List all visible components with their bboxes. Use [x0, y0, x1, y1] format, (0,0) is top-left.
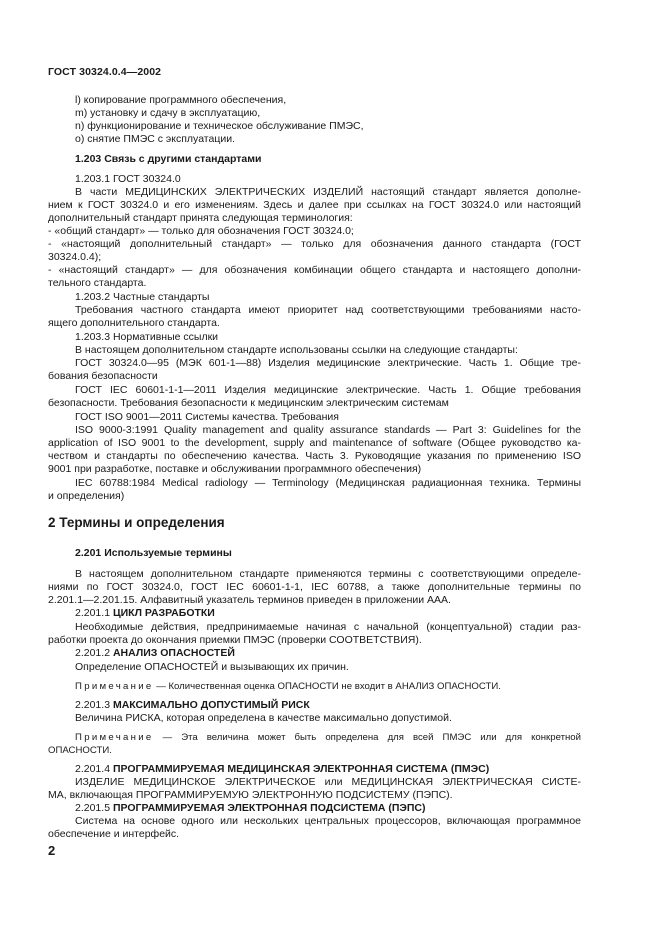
term-heading [75, 802, 425, 815]
term-title: ПРОГРАММИРУЕМАЯ ЭЛЕКТРОННАЯ ПОДСИСТЕМА (ПЭПС) [112, 802, 426, 814]
reference-line: ГОСТ ISO 9001—2011 Системы качества. Требования [75, 411, 339, 423]
term-heading [75, 763, 489, 776]
term-title: ПРОГРАММИРУЕМАЯ МЕДИЦИНСКАЯ ЭЛЕКТРОННАЯ СИСТЕМА (ПМЭС) [112, 763, 490, 775]
term-number: 2.201.1 [75, 607, 113, 619]
section-heading: 2.201 Используемые термины [75, 547, 232, 559]
paragraph-line: Величина РИСКА, которая определена в качестве максимально допустимой. [75, 712, 452, 724]
section-heading: 1.203 Связь с другими стандартами [75, 153, 262, 165]
term-number: 2.201.2 [75, 647, 113, 659]
term-number: 2.201.5 [75, 802, 113, 814]
note-text: — Количественная оценка ОПАСНОСТИ не входит в АНАЛИЗ ОПАСНОСТИ. [153, 681, 501, 692]
paragraph-line: Требования частного стандарта имеют приоритет над соответствующими требованиями насто- [75, 304, 581, 316]
reference-line: безопасности. Требования безопасности к медицинским электрическим системам [48, 397, 449, 409]
paragraph-line: - «настоящий дополнительный стандарт» — только для обозначения данного стандарта (ГОСТ [48, 238, 581, 250]
term-title: АНАЛИЗ ОПАСНОСТЕЙ [112, 647, 235, 659]
paragraph-line: 2.201.1—2.201.15. Алфавитный указатель терминов приведен в приложении ААА. [48, 594, 451, 606]
paragraph-line: 30324.0.4); [48, 251, 102, 263]
paragraph-line: нием к ГОСТ 30324.0 и его изменениям. Здесь и далее при ссылках на ГОСТ 30324.0 или настоящий [48, 199, 581, 211]
paragraph-line: ИЗДЕЛИЕ МЕДИЦИНСКОЕ ЭЛЕКТРИЧЕСКОЕ или МЕДИЦИНСКАЯ ЭЛЕКТРИЧЕСКАЯ СИСТЕ- [75, 776, 581, 788]
paragraph-line: обеспечение и интерфейс. [48, 828, 180, 840]
term-number: 2.201.3 [75, 699, 113, 711]
reference-line: чеством и стандарты по обеспечению качества. Часть 3. Руководящие указания по применению ISO [48, 450, 581, 462]
note-label: Примечание [75, 732, 154, 743]
subsection-heading: 1.203.1 ГОСТ 30324.0 [75, 173, 181, 185]
paragraph-line: Необходимые действия, предпринимаемые начиная с начальной (концептуальной) стадии раз- [75, 621, 581, 633]
reference-line: application of ISO 9001 to the development, supply and maintenance of software (Общее руководство ка- [48, 437, 581, 449]
page-header: ГОСТ 30324.0.4—2002 [48, 66, 162, 78]
term-title: ЦИКЛ РАЗРАБОТКИ [112, 607, 215, 619]
list-item: m) установку и сдачу в эксплуатацию, [75, 107, 261, 119]
term-heading [75, 647, 235, 660]
reference-line: 9001 при разработке, поставке и обслуживании программного обеспечения) [48, 463, 422, 475]
reference-line: ГОСТ 30324.0—95 (МЭК 601-1—88) Изделия медицинские электрические. Часть 1. Общие тре- [75, 357, 581, 369]
paragraph-line: работки проекта до окончания приемки ПМЭС (проверки СООТВЕТСТВИЯ). [48, 634, 422, 646]
paragraph-line: ящего дополнительного стандарта. [48, 317, 220, 329]
reference-line: ГОСТ IEC 60601-1-1—2011 Изделия медицинские электрические. Часть 1. Общие требования [75, 384, 581, 396]
list-item: l) копирование программного обеспечения, [75, 94, 287, 106]
term-title: МАКСИМАЛЬНО ДОПУСТИМЫЙ РИСК [112, 699, 310, 711]
paragraph-line: В настоящем дополнительном стандарте использованы ссылки на следующие стандарты: [75, 344, 518, 356]
note-text: — Эта величина может быть определена для всей ПМЭС или для конкретной [153, 732, 581, 743]
reference-line: ISO 9000-3:1991 Quality management and quality assurance standards — Part 3: Guidelines for the [75, 424, 581, 436]
paragraph-line: тельного стандарта. [48, 277, 147, 289]
paragraph-line: ниями по ГОСТ 30324.0, ГОСТ IEC 60601-1-1, IEC 60788, а также дополнительные термины по [48, 581, 581, 593]
subsection-heading: 1.203.3 Нормативные ссылки [75, 331, 219, 343]
page-number: 2 [48, 843, 56, 858]
note-continuation: ОПАСНОСТИ. [48, 745, 112, 756]
chapter-heading: 2 Термины и определения [48, 515, 225, 530]
paragraph-line: - «общий стандарт» — только для обозначения ГОСТ 30324.0; [48, 225, 354, 237]
term-number: 2.201.4 [75, 763, 113, 775]
paragraph-line: дополнительный стандарт принята следующая терминология: [48, 212, 353, 224]
reference-line: и определения) [48, 490, 125, 502]
paragraph-line: МА, включающая ПРОГРАММИРУЕМУЮ ЭЛЕКТРОННУЮ ПОДСИСТЕМУ (ПЭПС). [48, 789, 453, 801]
paragraph-line: Система на основе одного или нескольких центральных процессоров, включающая программное [75, 815, 581, 827]
paragraph-line: - «настоящий стандарт» — для обозначения комбинации общего стандарта и настоящего дополни- [48, 264, 581, 276]
note [75, 680, 501, 693]
list-item: n) функционирование и техническое обслуживание ПМЭС, [75, 120, 364, 132]
list-item: о) снятие ПМЭС с эксплуатации. [75, 133, 235, 145]
paragraph-line: В настоящем дополнительном стандарте применяются термины с соответствующими определе- [75, 568, 581, 580]
term-heading [75, 699, 310, 712]
reference-line: IEC 60788:1984 Medical radiology — Terminology (Медицинская радиационная техника. Термины [75, 477, 581, 489]
subsection-heading: 1.203.2 Частные стандарты [75, 291, 210, 303]
term-heading [75, 607, 215, 620]
paragraph-line: Определение ОПАСНОСТЕЙ и вызывающих их причин. [75, 661, 349, 673]
reference-line: бования безопасности [48, 370, 158, 382]
note [75, 731, 581, 744]
paragraph-line: В части МЕДИЦИНСКИХ ЭЛЕКТРИЧЕСКИХ ИЗДЕЛИЙ настоящий стандарт является дополне- [75, 186, 581, 198]
note-label: Примечание [75, 681, 154, 692]
